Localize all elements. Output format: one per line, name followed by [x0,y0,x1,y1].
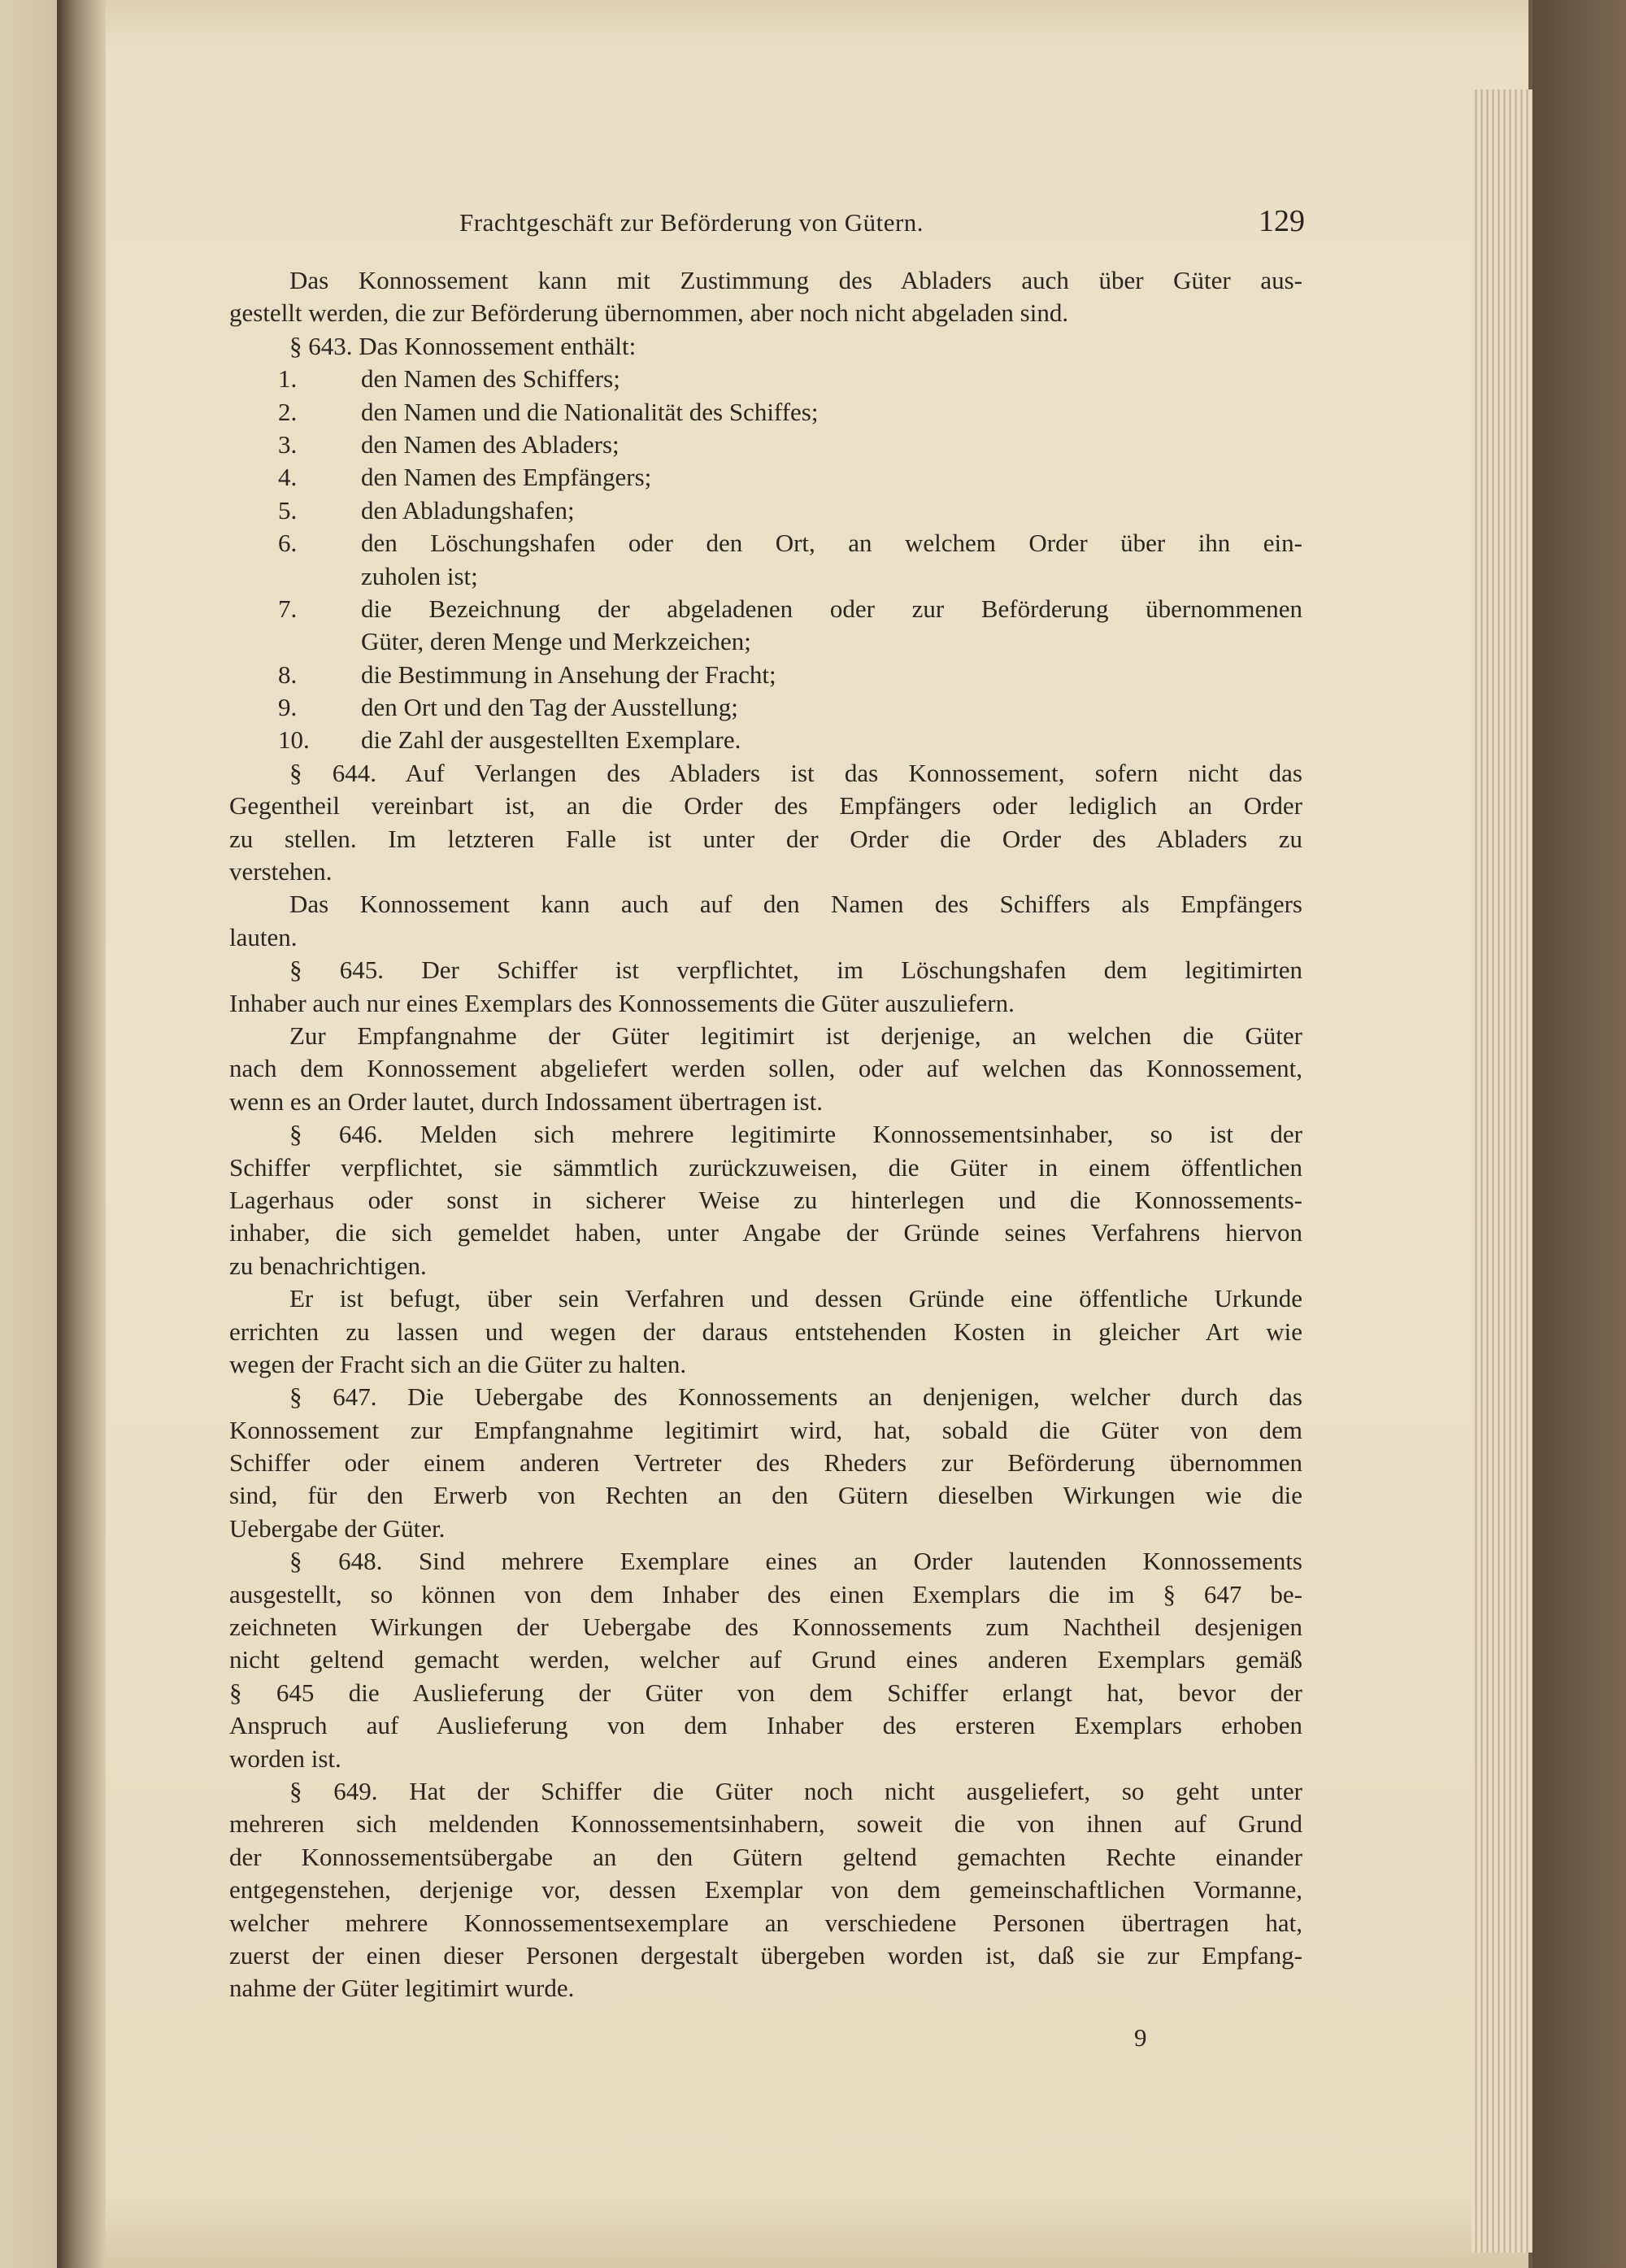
item-number: 9. [278,693,298,722]
list-item [229,396,1302,429]
page-body [229,264,1302,2005]
line [229,1513,1302,1545]
text-line: wegen der Fracht sich an die Güter zu halten. [229,1349,687,1378]
item-number: 7. [278,594,298,623]
text-line: den Abladungshafen; [361,495,575,525]
line: § 646. Melden sich mehrere legitimirte Konnossementsinhaber, so ist der [289,1120,1302,1149]
line: § 644. Auf Verlangen des Abladers ist das Konnossement, sofern nicht das [289,758,1302,787]
line: nicht geltend gemacht werden, welcher auf Grund eines anderen Exemplars gemäß [229,1645,1302,1674]
line [229,1743,1302,1775]
text-line: zuholen ist; [361,561,478,590]
paragraph [229,1282,1302,1381]
line: errichten zu lassen und wegen der daraus entstehenden Kosten in gleicher Art wie [229,1317,1302,1346]
previous-page-edge [0,0,57,2268]
list-item [229,429,1302,461]
line: § 649. Hat der Schiffer die Güter noch nicht ausgeliefert, so geht unter [289,1776,1302,1805]
line: Anspruch auf Auslieferung von dem Inhaber des ersteren Exemplars erhoben [229,1711,1302,1740]
line [229,429,1302,461]
line: § 647. Die Uebergabe des Konnossements an denjenigen, welcher durch das [289,1382,1302,1412]
paragraph [229,1775,1302,2005]
line [229,625,1302,658]
line [229,855,1302,888]
list-item [229,659,1302,691]
text-line: wenn es an Order lautet, durch Indossament übertragen ist. [229,1086,823,1116]
line [229,560,1302,593]
page-header [228,203,1305,244]
text-line: die Zahl der ausgestellten Exemplare. [361,725,741,755]
text-line: den Namen des Schiffers; [361,364,620,394]
paragraph [229,1118,1302,1282]
book-gutter [57,0,106,2268]
item-number: 5. [278,495,298,525]
line: zeichneten Wirkungen der Uebergabe des Konnossements zum Nachtheil desjenigen [229,1613,1302,1642]
paragraph [229,1381,1302,1545]
line [229,987,1302,1020]
line [229,691,1302,724]
item-number: 6. [278,529,298,558]
list-item [229,527,1302,593]
line [229,527,1302,559]
list-item [229,494,1302,527]
text-line: den Namen und die Nationalität des Schiffes; [361,397,819,426]
text-line: Güter, deren Menge und Merkzeichen; [361,627,751,656]
line [229,724,1302,756]
line: Er ist befugt, über sein Verfahren und dessen Gründe eine öffentliche Urkunde [289,1284,1302,1313]
line: Gegentheil vereinbart ist, an die Order des Empfängers oder lediglich an Order [229,791,1302,821]
text-line: die Bestimmung in Ansehung der Fracht; [361,660,776,689]
line: nach dem Konnossement abgeliefert werden sollen, oder auf welchen das Konnossement, [229,1054,1302,1083]
item-number: 10. [278,725,310,755]
text-line: nahme der Güter legitimirt wurde. [229,1974,575,2003]
line [229,494,1302,527]
list-item [229,363,1302,395]
list-item [229,691,1302,724]
text-line: Inhaber auch nur eines Exemplars des Konnossements die Güter auszuliefern. [229,988,1015,1017]
text-line: lauten. [229,922,298,951]
line: zu stellen. Im letzteren Falle ist unter der Order die Order des Abladers zu [229,824,1302,853]
line: Schiffer oder einem anderen Vertreter des Rheders zur Beförderung übernommen [229,1448,1302,1478]
page-stack-edges [1472,89,1533,2253]
line [229,1348,1302,1381]
text-line: gestellt werden, die zur Beförderung übernommen, aber noch nicht abgeladen sind. [229,298,1069,328]
text-line: worden ist. [229,1743,341,1773]
signature-mark: 9 [1134,2023,1147,2052]
line: § 648. Sind mehrere Exemplare eines an Order lautenden Konnossements [289,1547,1302,1576]
line: Lagerhaus oder sonst in sicherer Weise zu hinterlegen und die Konnossements- [229,1185,1302,1214]
text-line: den Ort und den Tag der Ausstellung; [361,693,738,722]
item-number: 4. [278,463,298,492]
line: Konnossement zur Empfangnahme legitimirt wird, hat, sobald die Güter von dem [229,1415,1302,1444]
text-line: verstehen. [229,857,333,886]
line: der Konnossementsübergabe an den Gütern geltend gemachten Rechte einander [229,1842,1302,1871]
line [229,1972,1302,2005]
line [229,921,1302,954]
line [229,593,1302,625]
running-title: Frachtgeschäft zur Beförderung von Gütern. [459,208,924,237]
text-line: die Bezeichnung der abgeladenen oder zur Beförderung übernommenen [361,594,1302,623]
paragraph [229,954,1302,1020]
line: zuerst der einen dieser Personen dergestalt übergeben worden ist, daß sie zur Empfang- [229,1940,1302,1970]
line [229,297,1302,329]
paragraph [229,1545,1302,1775]
book-cover [1533,0,1626,2268]
line: ausgestellt, so können von dem Inhaber des einen Exemplars die im § 647 be- [229,1579,1302,1608]
text-line: § 643. Das Konnossement enthält: [289,331,637,360]
paragraph [229,888,1302,954]
item-number: 3. [278,429,298,459]
line [229,659,1302,691]
line [229,1086,1302,1118]
line: Schiffer verpflichtet, sie sämmtlich zurückzuweisen, die Güter in einem öffentlichen [229,1152,1302,1182]
line [229,363,1302,395]
text-line: zu benachrichtigen. [229,1251,427,1280]
item-number: 2. [278,397,298,426]
line: Das Konnossement kann auch auf den Namen des Schiffers als Empfängers [289,890,1302,919]
list-item [229,461,1302,494]
line: Zur Empfangnahme der Güter legitimirt ist derjenige, an welchen die Güter [289,1021,1302,1050]
line [229,330,1302,363]
paragraph [229,1020,1302,1118]
item-number: 1. [278,364,298,394]
line: mehreren sich meldenden Konnossementsinhabern, soweit die von ihnen auf Grund [229,1809,1302,1839]
text-line: den Namen des Empfängers; [361,463,652,492]
text-line: den Namen des Abladers; [361,429,620,459]
item-number: 8. [278,660,298,689]
text-line: den Löschungshafen oder den Ort, an welchem Order über ihn ein- [361,529,1302,558]
line: sind, für den Erwerb von Rechten an den Gütern dieselben Wirkungen wie die [229,1481,1302,1510]
list-item [229,593,1302,659]
line: § 645. Der Schiffer ist verpflichtet, im Löschungshafen dem legitimirten [289,956,1302,985]
line: welcher mehrere Konnossementsexemplare an verschiedene Personen übertragen hat, [229,1908,1302,1937]
line: entgegenstehen, derjenige vor, dessen Exemplar von dem gemeinschaftlichen Vormanne, [229,1875,1302,1905]
paragraph [229,264,1302,330]
list-item [229,724,1302,756]
paragraph [229,757,1302,889]
line [229,461,1302,494]
page-number: 129 [1259,204,1305,238]
line [229,1250,1302,1282]
line: § 645 die Auslieferung der Güter von dem Schiffer erlangt hat, bevor der [229,1678,1302,1707]
line: Das Konnossement kann mit Zustimmung des Abladers auch über Güter aus- [289,266,1302,294]
text-line: Uebergabe der Güter. [229,1513,446,1543]
line: inhaber, die sich gemeldet haben, unter Angabe der Gründe seines Verfahrens hiervon [229,1218,1302,1247]
paragraph [229,330,1302,363]
line [229,396,1302,429]
